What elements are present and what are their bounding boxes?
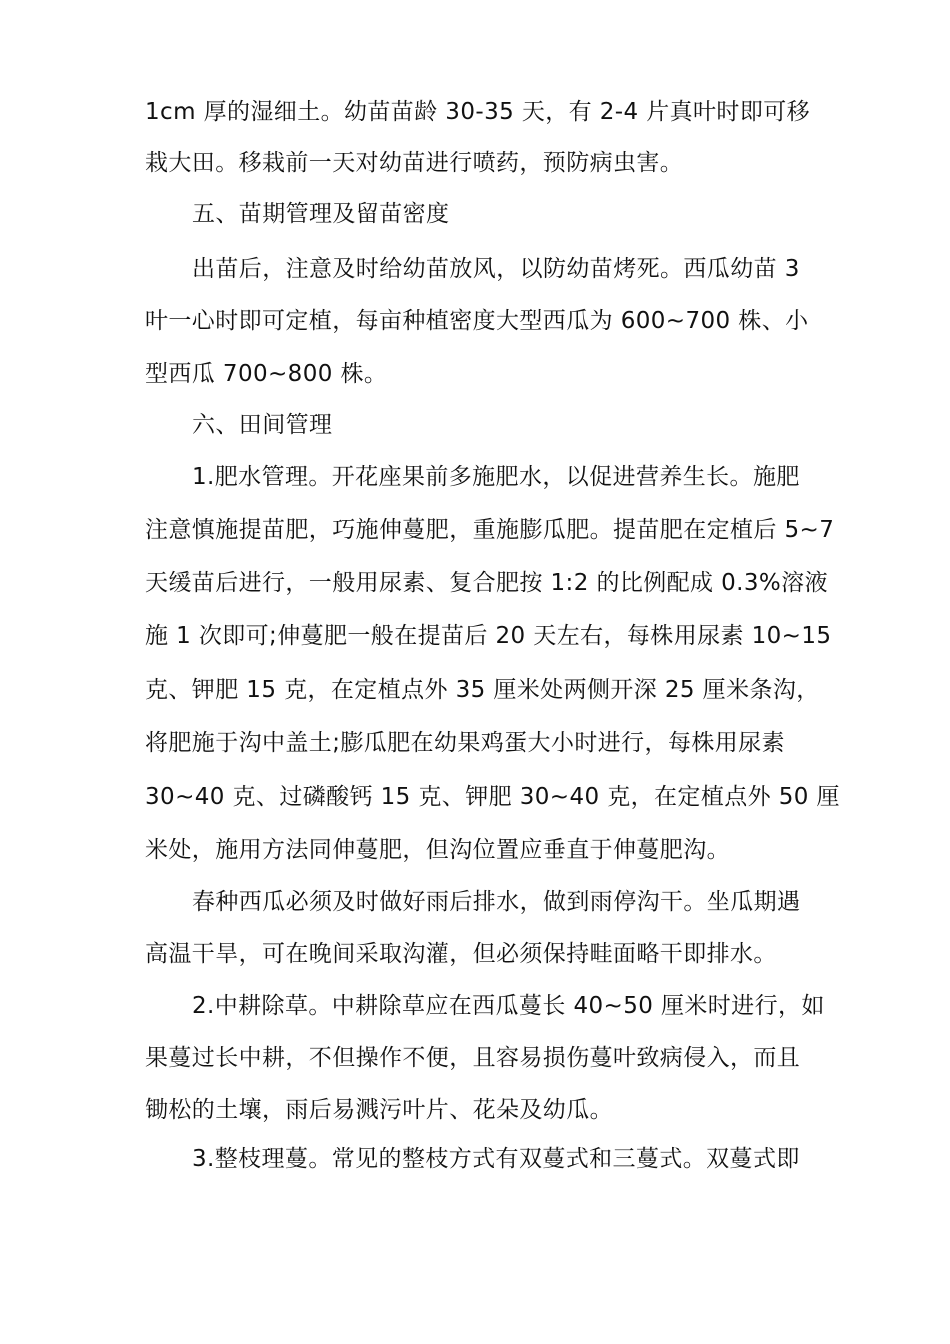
text-line: 2.中耕除草。中耕除草应在西瓜蔓长 40~50 厘米时进行，如 bbox=[192, 993, 825, 1019]
text-line: 1cm 厚的湿细土。幼苗苗龄 30-35 天，有 2-4 片真叶时即可移 bbox=[145, 99, 811, 125]
text-line: 将肥施于沟中盖土;膨瓜肥在幼果鸡蛋大小时进行，每株用尿素 bbox=[145, 730, 785, 756]
text-line: 天缓苗后进行，一般用尿素、复合肥按 1:2 的比例配成 0.3%溶液 bbox=[145, 570, 828, 596]
text-line: 30~40 克、过磷酸钙 15 克、钾肥 30~40 克，在定植点外 50 厘 bbox=[145, 784, 840, 810]
text-line: 米处，施用方法同伸蔓肥，但沟位置应垂直于伸蔓肥沟。 bbox=[145, 837, 730, 863]
text-line: 栽大田。移栽前一天对幼苗进行喷药，预防病虫害。 bbox=[145, 150, 684, 176]
text-line: 施 1 次即可;伸蔓肥一般在提苗后 20 天左右，每株用尿素 10~15 bbox=[145, 623, 832, 649]
text-line: 叶一心时即可定植，每亩种植密度大型西瓜为 600~700 株、小 bbox=[145, 308, 809, 334]
section-heading: 六、田间管理 bbox=[192, 412, 333, 438]
section-heading: 五、苗期管理及留苗密度 bbox=[192, 201, 450, 227]
text-line: 1.肥水管理。开花座果前多施肥水，以促进营养生长。施肥 bbox=[192, 464, 800, 490]
text-line: 注意慎施提苗肥，巧施伸蔓肥，重施膨瓜肥。提苗肥在定植后 5~7 bbox=[145, 517, 835, 543]
text-line: 克、钾肥 15 克，在定植点外 35 厘米处两侧开深 25 厘米条沟， bbox=[145, 677, 820, 703]
text-line: 高温干旱，可在晚间采取沟灌，但必须保持畦面略干即排水。 bbox=[145, 941, 777, 967]
text-line: 果蔓过长中耕，不但操作不便，且容易损伤蔓叶致病侵入，而且 bbox=[145, 1045, 801, 1071]
text-line: 3.整枝理蔓。常见的整枝方式有双蔓式和三蔓式。双蔓式即 bbox=[192, 1146, 800, 1172]
text-line: 锄松的土壤，雨后易溅污叶片、花朵及幼瓜。 bbox=[145, 1097, 613, 1123]
text-line: 型西瓜 700~800 株。 bbox=[145, 361, 388, 387]
text-line: 出苗后，注意及时给幼苗放风，以防幼苗烤死。西瓜幼苗 3 bbox=[192, 256, 800, 282]
text-line: 春种西瓜必须及时做好雨后排水，做到雨停沟干。坐瓜期遇 bbox=[192, 889, 801, 915]
